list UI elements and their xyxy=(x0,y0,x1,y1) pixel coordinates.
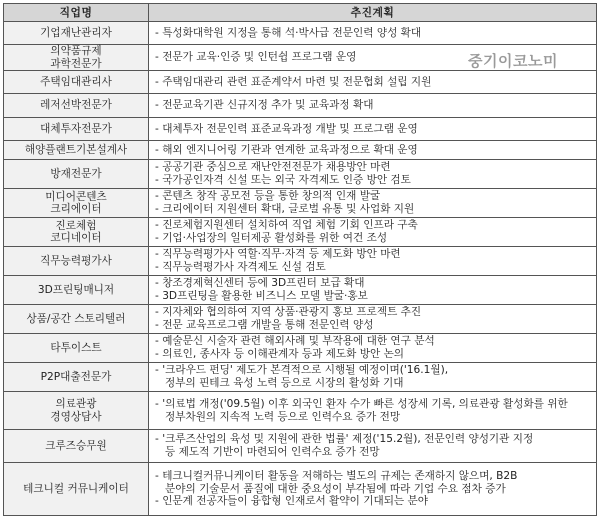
plan-line: - 전문교육기관 신규지정 추가 및 교육과정 확대 xyxy=(155,99,374,112)
table-row xyxy=(4,94,597,118)
job-name-line: 방재전문가 xyxy=(50,167,102,180)
job-name-line: 진로체험 xyxy=(55,219,97,232)
job-name-line: 직무능력평가사 xyxy=(40,254,112,267)
plan-line: 등 제도적 기반이 마련되어 인력수요 증가 전망 xyxy=(165,446,380,458)
job-name-cell xyxy=(4,463,149,516)
plan-line: - 직무능력평가사 역할·직무·자격 등 제도화 방안 마련 xyxy=(155,248,401,261)
header-job: 직업명 xyxy=(4,4,149,22)
plan-cell xyxy=(149,189,597,218)
plan-line: 정부차원의 지속적 노력 등으로 인력수요 증가 전망 xyxy=(165,410,401,423)
job-name-cell xyxy=(4,189,149,218)
plan-cell xyxy=(149,247,597,276)
plan-line: - 인문계 전공자들이 융합형 인재로서 활약이 기대되는 분야 xyxy=(155,495,428,508)
plan-line: - 대체투자 전문인력 표준교육과정 개발 및 프로그램 운영 xyxy=(155,122,418,135)
plan-line: - 국가공인자격 신설 또는 외국 자격제도 인증 방안 검토 xyxy=(155,174,411,186)
table-body xyxy=(4,22,597,516)
job-name-cell xyxy=(4,392,149,430)
plan-line: - '의료법 개정('09.5월) 이후 외국인 환자 수가 빠른 성장세 기록, 의료관광 활성화를 위한 xyxy=(155,397,568,410)
job-name-line: 코디네이터 xyxy=(50,232,102,244)
plan-cell xyxy=(149,22,597,45)
table-row xyxy=(4,160,597,189)
job-name-cell xyxy=(4,94,149,118)
plan-cell xyxy=(149,334,597,363)
table-row xyxy=(4,363,597,392)
job-name-line: 주택임대관리사 xyxy=(40,75,112,88)
header-plan: 추진계획 xyxy=(149,4,597,22)
plan-cell xyxy=(149,141,597,160)
plan-line: - 특성화대학원 지정을 통해 석·박사급 전문인력 양성 확대 xyxy=(155,26,422,39)
plan-line: - 주택임대관리 관련 표준계약서 마련 및 전문협회 설립 지원 xyxy=(155,75,432,88)
job-name-cell xyxy=(4,71,149,94)
table-row xyxy=(4,463,597,516)
job-name-cell xyxy=(4,363,149,392)
table-row xyxy=(4,118,597,141)
plan-line: - 해외 엔지니어링 기관과 연계한 교육과정으로 확대 운영 xyxy=(155,143,418,156)
table-row xyxy=(4,305,597,334)
plan-cell xyxy=(149,363,597,392)
job-name-line: 의료관광 xyxy=(55,398,97,410)
job-name-line: 해양플랜트기본설계사 xyxy=(24,143,128,156)
job-name-cell xyxy=(4,430,149,463)
plan-line: - 창조경제혁신센터 등에 3D프린터 보급 확대 xyxy=(155,277,365,290)
plan-line: - 전문가 교육·인증 및 인턴쉽 프로그램 운영 xyxy=(155,51,357,64)
job-name-line: 대체투자전문가 xyxy=(40,122,112,135)
table-row xyxy=(4,71,597,94)
plan-line: - 크리에이터 지원센터 확대, 글로벌 유통 및 사업화 지원 xyxy=(155,203,415,215)
plan-cell xyxy=(149,71,597,94)
plan-line: - 진로체험지원센터 설치하여 직업 체험 기회 인프라 구축 xyxy=(155,219,418,232)
plan-cell xyxy=(149,305,597,334)
job-name-line: 기업재난관리자 xyxy=(40,26,112,39)
plan-cell xyxy=(149,218,597,247)
plan-line: 분야의 기술문서 품질에 대한 중요성이 부각됨에 따라 기업 수요 점차 증가 xyxy=(165,482,506,495)
plan-line: - 테크니컬커뮤니케이터 활동을 저해하는 별도의 규제는 존재하지 않으며, B2B xyxy=(155,470,518,483)
plan-line: - 직무능력평가사 자격제도 신설 검토 xyxy=(155,261,326,273)
job-name-cell xyxy=(4,305,149,334)
plan-line: - 예술문신 시술자 관련 해외사례 및 부작용에 대한 연구 분석 xyxy=(155,335,435,348)
job-name-line: 미디어콘텐츠 xyxy=(45,190,107,203)
plan-line: - 의료인, 종사자 등 이해관계자 등과 제도화 방안 논의 xyxy=(155,348,405,360)
plan-cell xyxy=(149,392,597,430)
job-name-line: 상품/공간 스토리텔러 xyxy=(26,312,126,325)
plan-line: - 공공기관 중심으로 재난안전전문가 채용방안 마련 xyxy=(155,161,391,174)
job-name-line: P2P대출전문가 xyxy=(40,370,112,383)
job-name-cell xyxy=(4,160,149,189)
plan-line: 정부의 핀테크 육성 노력 등으로 시장의 활성화 기대 xyxy=(165,377,404,389)
plan-cell xyxy=(149,430,597,463)
table-row xyxy=(4,334,597,363)
job-name-line: 테크니컬 커뮤니케이터 xyxy=(23,482,129,495)
job-name-cell xyxy=(4,247,149,276)
plan-cell xyxy=(149,160,597,189)
plan-line: - 콘텐츠 창작 공모전 등을 통한 창의적 인재 발굴 xyxy=(155,190,381,203)
job-name-cell xyxy=(4,334,149,363)
job-name-cell xyxy=(4,22,149,45)
table-row xyxy=(4,247,597,276)
table-header-row xyxy=(4,4,597,22)
watermark: 중기이코노미 xyxy=(468,52,558,70)
job-name-line: 크리에이터 xyxy=(50,203,102,215)
job-name-line: 타투이스트 xyxy=(50,341,102,354)
plan-line: - 전문 교육프로그램 개발을 통해 전문인력 양성 xyxy=(155,319,374,331)
job-name-cell xyxy=(4,276,149,305)
table-row xyxy=(4,430,597,463)
plan-line: - 기업·사업장의 일터제공 활성화를 위한 여건 조성 xyxy=(155,232,388,244)
job-name-line: 의약품규제 xyxy=(50,45,102,57)
table-row xyxy=(4,276,597,305)
job-plan-table xyxy=(3,3,597,516)
job-name-line: 3D프린팅매니저 xyxy=(37,283,115,296)
plan-cell xyxy=(149,118,597,141)
plan-cell xyxy=(149,94,597,118)
table-row xyxy=(4,189,597,218)
plan-line: - 지자체와 협의하여 지역 상품·관광지 홍보 프로젝트 추진 xyxy=(155,306,422,319)
plan-cell xyxy=(149,463,597,516)
plan-line: - '크라우드 펀딩' 제도가 본격적으로 시행될 예정이며('16.1월), xyxy=(155,364,449,377)
plan-line: - 3D프린팅을 활용한 비즈니스 모델 발굴·홍보 xyxy=(155,290,368,302)
job-name-cell xyxy=(4,141,149,160)
job-name-line: 레저선박전문가 xyxy=(40,99,112,112)
job-name-cell xyxy=(4,218,149,247)
plan-line: - '크루즈산업의 육성 및 지원에 관한 법률' 제정('15.2월), 전문인력 양성기관 지정 xyxy=(155,433,534,446)
job-name-line: 과학전문가 xyxy=(50,57,102,70)
plan-cell xyxy=(149,276,597,305)
job-name-cell xyxy=(4,118,149,141)
job-name-line: 경영상담사 xyxy=(50,410,102,423)
job-name-line: 크루즈승무원 xyxy=(45,439,107,452)
table-row xyxy=(4,392,597,430)
table-row xyxy=(4,22,597,45)
table-row xyxy=(4,218,597,247)
table-row xyxy=(4,141,597,160)
job-name-cell xyxy=(4,45,149,71)
